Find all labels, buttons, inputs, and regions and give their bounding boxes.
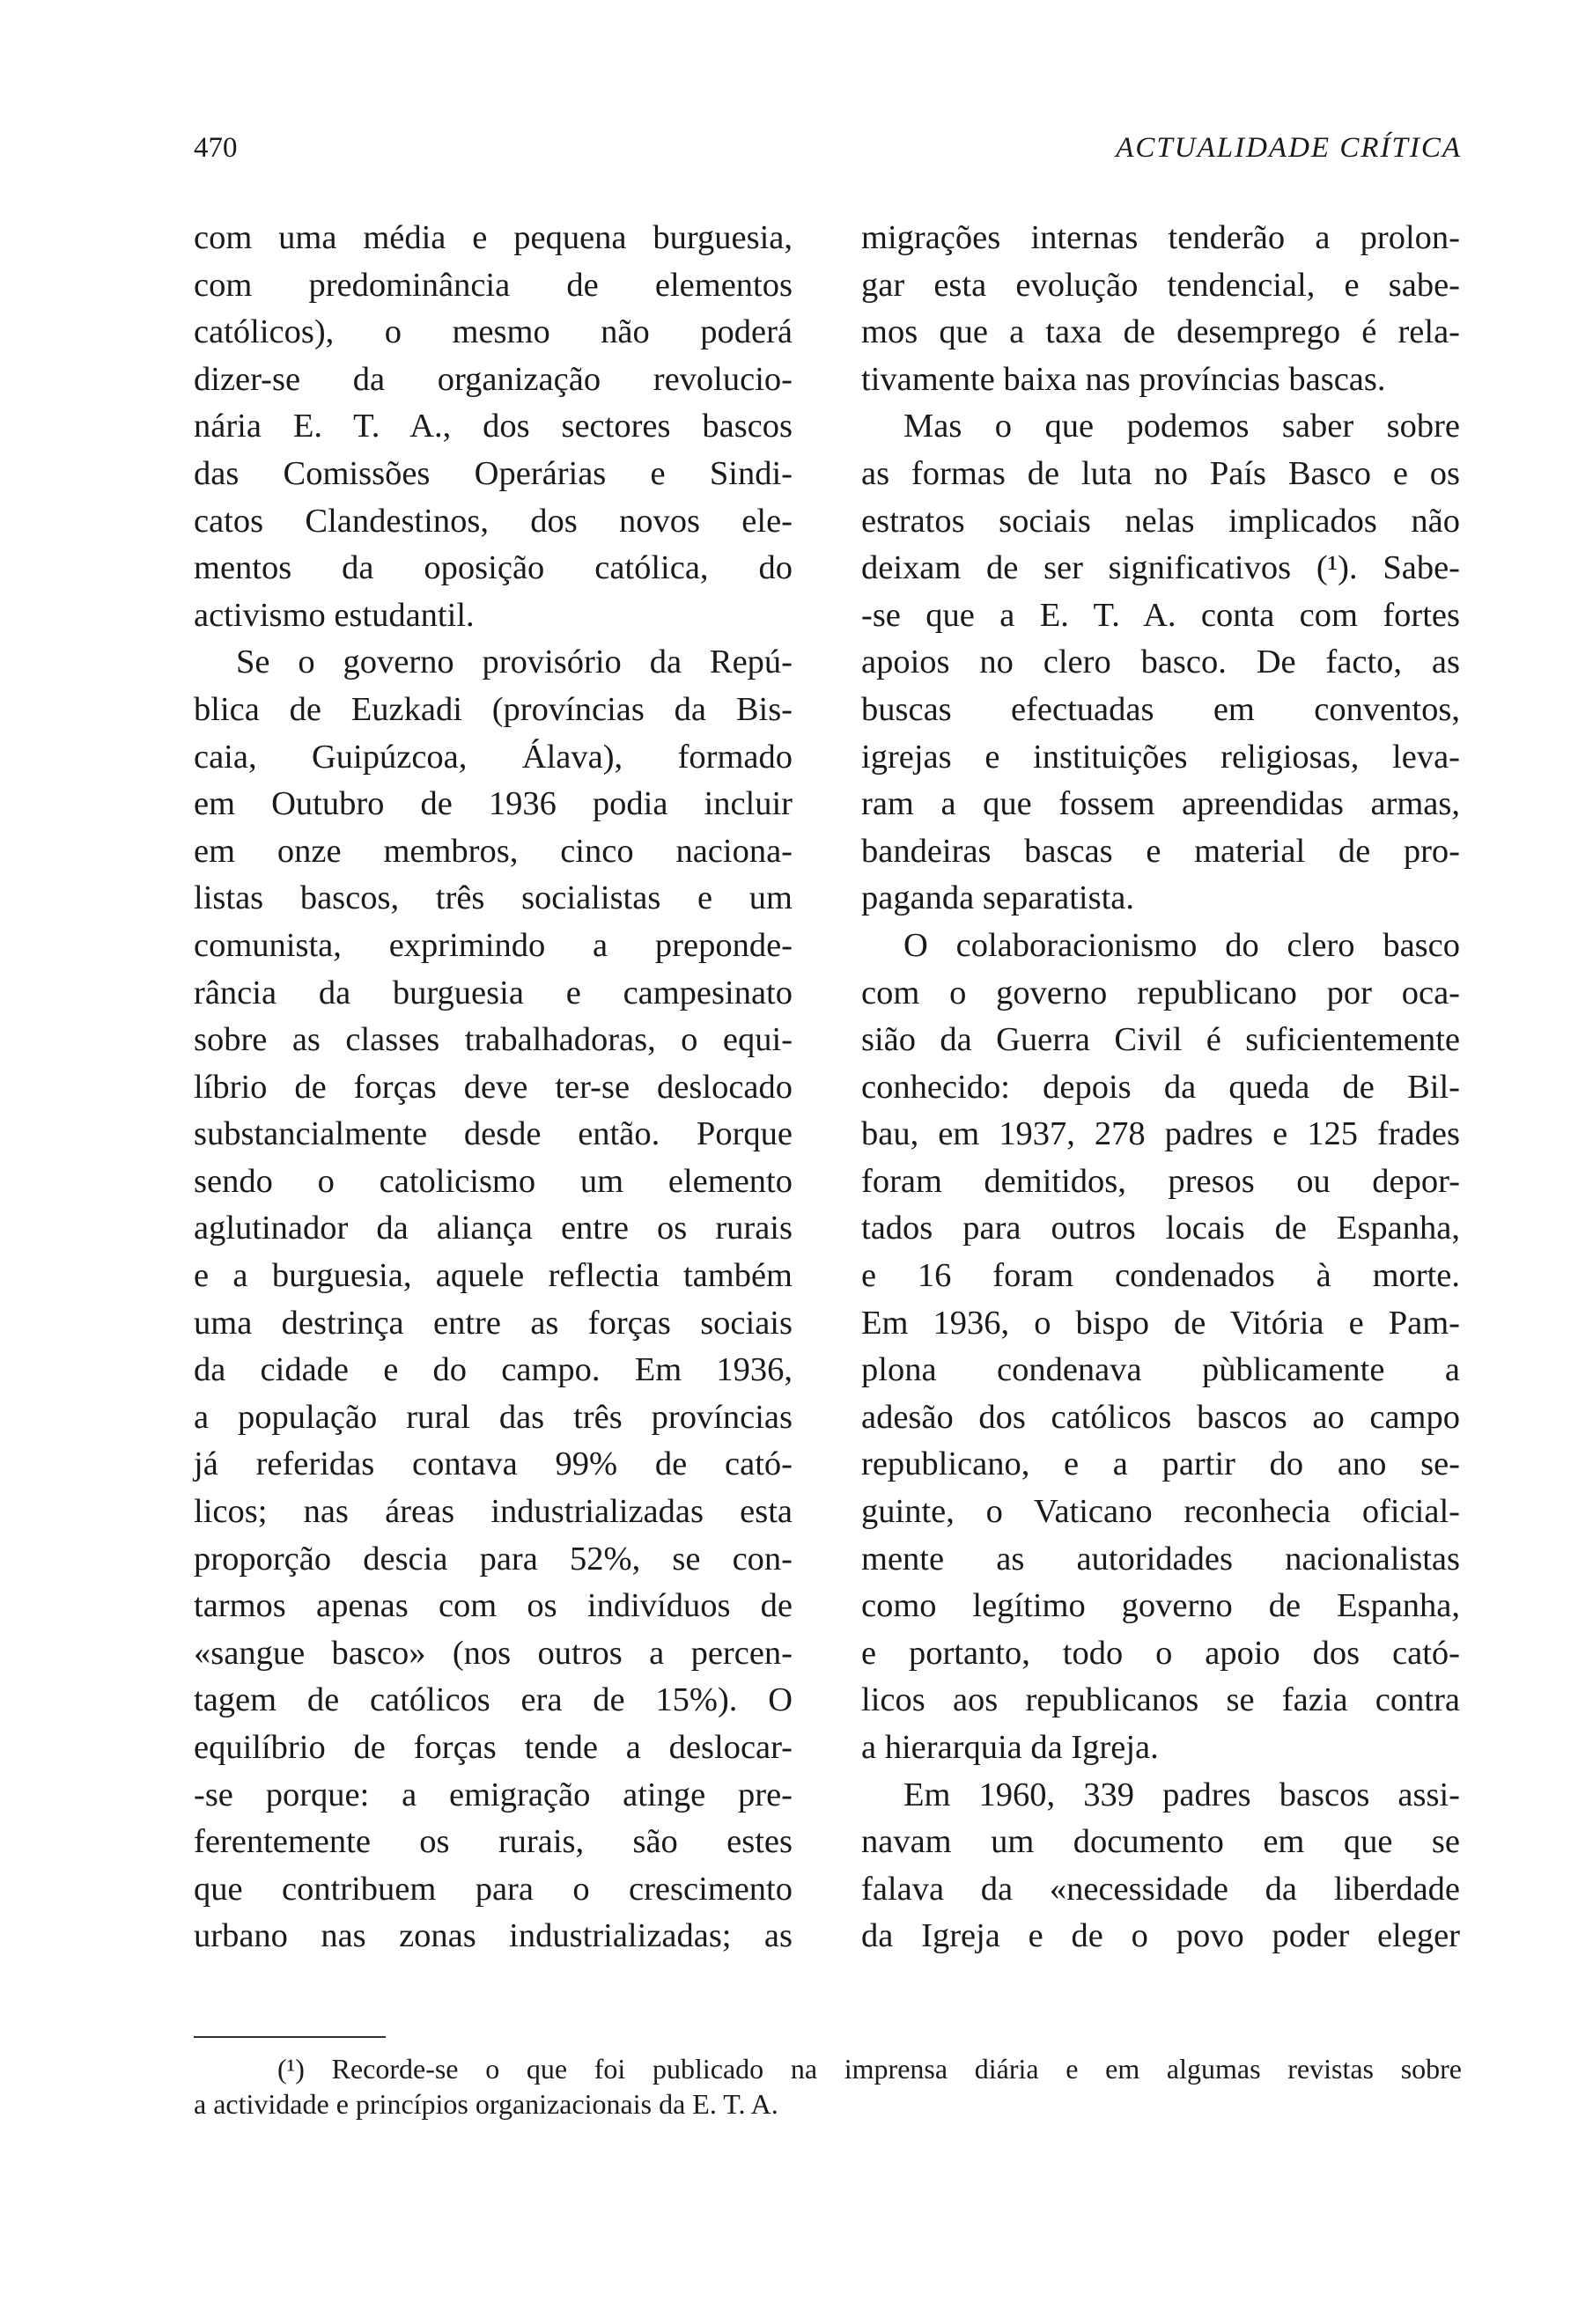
text-line: tarmos apenas com os indivíduos de (194, 1587, 793, 1625)
page-header (194, 132, 1462, 176)
footnote-divider (194, 2036, 386, 2038)
text-line: tagem de católicos era de 15%). O (194, 1681, 793, 1719)
text-line: como legítimo governo de Espanha, (861, 1587, 1460, 1625)
text-line: bandeiras bascas e material de pro- (861, 832, 1460, 870)
text-line: licos; nas áreas industrializadas esta (194, 1493, 793, 1531)
text-line: migrações internas tenderão a prolon- (861, 219, 1460, 256)
text-line: e a burguesia, aquele reflectia também (194, 1257, 793, 1295)
text-line: «sangue basco» (nos outros a percen- (194, 1634, 793, 1672)
text-line: blica de Euzkadi (províncias da Bis- (194, 690, 793, 728)
text-line: licos aos republicanos se fazia contra (861, 1681, 1460, 1719)
text-line: plona condenava pùblicamente a (861, 1351, 1460, 1389)
text-line: mente as autoridades nacionalistas (861, 1540, 1460, 1578)
text-line: tivamente baixa nas províncias bascas. (861, 360, 1386, 398)
text-line: listas bascos, três socialistas e um (194, 879, 793, 917)
running-title: ACTUALIDADE CRÍTICA (1116, 132, 1462, 164)
text-line: equilíbrio de forças tende a deslocar- (194, 1729, 793, 1766)
text-line: e portanto, todo o apoio dos cató- (861, 1634, 1460, 1672)
text-line: guinte, o Vaticano reconhecia oficial- (861, 1493, 1460, 1531)
text-line: catos Clandestinos, dos novos ele- (194, 502, 793, 540)
text-line: Mas o que podemos saber sobre (903, 408, 1460, 445)
page-number: 470 (194, 132, 238, 164)
text-line: paganda separatista. (861, 879, 1134, 917)
text-line: igrejas e instituições religiosas, leva- (861, 738, 1460, 776)
text-line: proporção descia para 52%, se con- (194, 1540, 793, 1578)
text-line: sião da Guerra Civil é suficientemente (861, 1021, 1460, 1059)
text-line: navam um documento em que se (861, 1823, 1460, 1861)
text-line: rância da burguesia e campesinato (194, 974, 793, 1011)
footnote (194, 2051, 1462, 2122)
text-line: já referidas contava 99% de cató- (194, 1445, 793, 1483)
text-line: sobre as classes trabalhadoras, o equi- (194, 1021, 793, 1059)
text-line: deixam de ser significativos (¹). Sabe- (861, 549, 1460, 587)
text-line: Se o governo provisório da Repú- (236, 644, 793, 681)
text-line: -se porque: a emigração atinge pre- (194, 1776, 793, 1813)
text-line: líbrio de forças deve ter-se deslocado (194, 1068, 793, 1106)
text-line: sendo o catolicismo um elemento (194, 1162, 793, 1200)
text-line: nária E. T. A., dos sectores bascos (194, 408, 793, 445)
text-line: Em 1960, 339 padres bascos assi- (903, 1776, 1460, 1813)
text-line: gar esta evolução tendencial, e sabe- (861, 266, 1460, 304)
text-line: a hierarquia da Igreja. (861, 1729, 1159, 1766)
left-column (194, 215, 793, 1960)
text-line: e 16 foram condenados à morte. (861, 1257, 1460, 1295)
text-line: bau, em 1937, 278 padres e 125 frades (861, 1115, 1460, 1153)
text-line: dizer-se da organização revolucio- (194, 360, 793, 398)
text-line: buscas efectuadas em conventos, (861, 690, 1460, 728)
text-line: estratos sociais nelas implicados não (861, 502, 1460, 540)
text-line: das Comissões Operárias e Sindi- (194, 454, 793, 492)
text-line: aglutinador da aliança entre os rurais (194, 1210, 793, 1247)
text-line: a população rural das três províncias (194, 1398, 793, 1436)
text-line: mos que a taxa de desemprego é rela- (861, 313, 1460, 351)
text-line: substancialmente desde então. Porque (194, 1115, 793, 1153)
text-line: com uma média e pequena burguesia, (194, 219, 793, 256)
text-line: apoios no clero basco. De facto, as (861, 644, 1460, 681)
right-column (861, 215, 1460, 1960)
text-line: Em 1936, o bispo de Vitória e Pam- (861, 1304, 1460, 1342)
text-line: tados para outros locais de Espanha, (861, 1210, 1460, 1247)
text-line: comunista, exprimindo a preponde- (194, 926, 793, 964)
text-line: conhecido: depois da queda de Bil- (861, 1068, 1460, 1106)
text-line: uma destrinça entre as forças sociais (194, 1304, 793, 1342)
text-line: republicano, e a partir do ano se- (861, 1445, 1460, 1483)
text-line: em onze membros, cinco naciona- (194, 832, 793, 870)
text-line: foram demitidos, presos ou depor- (861, 1162, 1460, 1200)
text-line: ferentemente os rurais, são estes (194, 1823, 793, 1861)
text-line: com predominância de elementos (194, 266, 793, 304)
text-line: urbano nas zonas industrializadas; as (194, 1917, 793, 1955)
text-line: O colaboracionismo do clero basco (903, 926, 1460, 964)
text-line: ram a que fossem apreendidas armas, (861, 785, 1460, 823)
text-line: católicos), o mesmo não poderá (194, 313, 793, 351)
text-line: com o governo republicano por oca- (861, 974, 1460, 1011)
text-line: da cidade e do campo. Em 1936, (194, 1351, 793, 1389)
footnote-line: a actividade e princípios organizacionais da E. T. A. (194, 2088, 778, 2120)
text-line: activismo estudantil. (194, 596, 475, 634)
text-line: em Outubro de 1936 podia incluir (194, 785, 793, 823)
text-line: da Igreja e de o povo poder eleger (861, 1917, 1460, 1955)
text-line: caia, Guipúzcoa, Álava), formado (194, 738, 793, 776)
text-line: as formas de luta no País Basco e os (861, 454, 1460, 492)
text-line: falava da «necessidade da liberdade (861, 1870, 1460, 1908)
text-line: mentos da oposição católica, do (194, 549, 793, 587)
text-line: que contribuem para o crescimento (194, 1870, 793, 1908)
footnote-line: (¹) Recorde-se o que foi publicado na imprensa diária e em algumas revistas sobre (277, 2053, 1462, 2085)
text-line: adesão dos católicos bascos ao campo (861, 1398, 1460, 1436)
text-line: -se que a E. T. A. conta com fortes (861, 596, 1460, 634)
